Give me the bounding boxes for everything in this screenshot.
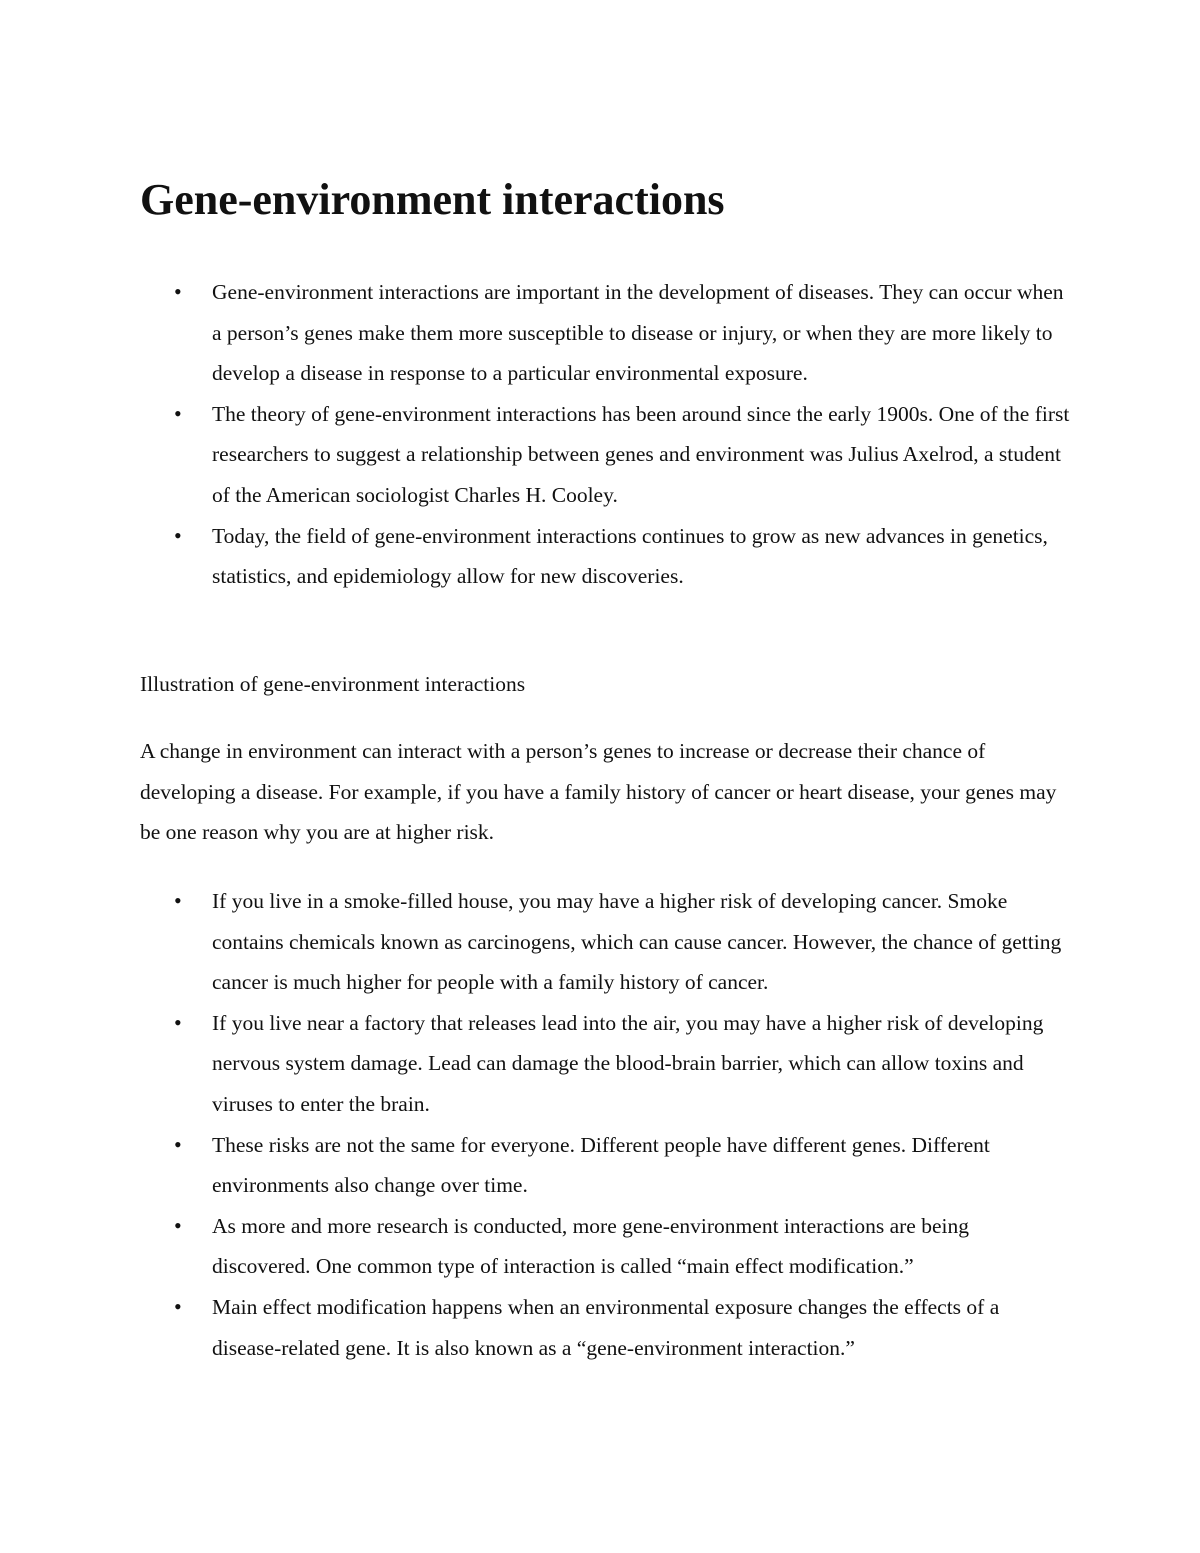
list-item: • The theory of gene-environment interactions has been around since the early 1900s. One of the first researchers to suggest a relationship between genes and environment was Julius Axelrod, a student of the American sociologist Charles H. Cooley. — [140, 394, 1070, 516]
list-item: • If you live near a factory that releases lead into the air, you may have a higher risk of developing nervous system damage. Lead can damage the blood-brain barrier, which can allow toxins and viruses to enter the brain. — [140, 1003, 1070, 1125]
list-item: • Gene-environment interactions are important in the development of diseases. They can occur when a person’s genes make them more susceptible to disease or injury, or when they are more likely to develop a disease in response to a particular environmental exposure. — [140, 272, 1070, 394]
examples-bullet-list — [140, 881, 1070, 1368]
list-item: • Main effect modification happens when an environmental exposure changes the effects of a disease-related gene. It is also known as a “gene-environment interaction.” — [140, 1287, 1070, 1368]
page-title: Gene-environment interactions — [140, 175, 725, 224]
intro-bullet-list — [140, 272, 1070, 597]
body-paragraph: A change in environment can interact with a person’s genes to increase or decrease their chance of developing a disease. For example, if you have a family history of cancer or heart disease, your genes may be one reason why you are at higher risk. — [140, 739, 1057, 845]
list-item: • As more and more research is conducted, more gene-environment interactions are being discovered. One common type of interaction is called “main effect modification.” — [140, 1206, 1070, 1287]
illustration-caption: Illustration of gene-environment interactions — [140, 672, 526, 696]
list-item: • Today, the field of gene-environment interactions continues to grow as new advances in genetics, statistics, and epidemiology allow for new discoveries. — [140, 516, 1070, 597]
list-item: • These risks are not the same for everyone. Different people have different genes. Different environments also change over time. — [140, 1125, 1070, 1206]
list-item: • If you live in a smoke-filled house, you may have a higher risk of developing cancer. Smoke contains chemicals known as carcinogens, which can cause cancer. However, the chance of getting cancer is much higher for people with a family history of cancer. — [140, 881, 1070, 1003]
